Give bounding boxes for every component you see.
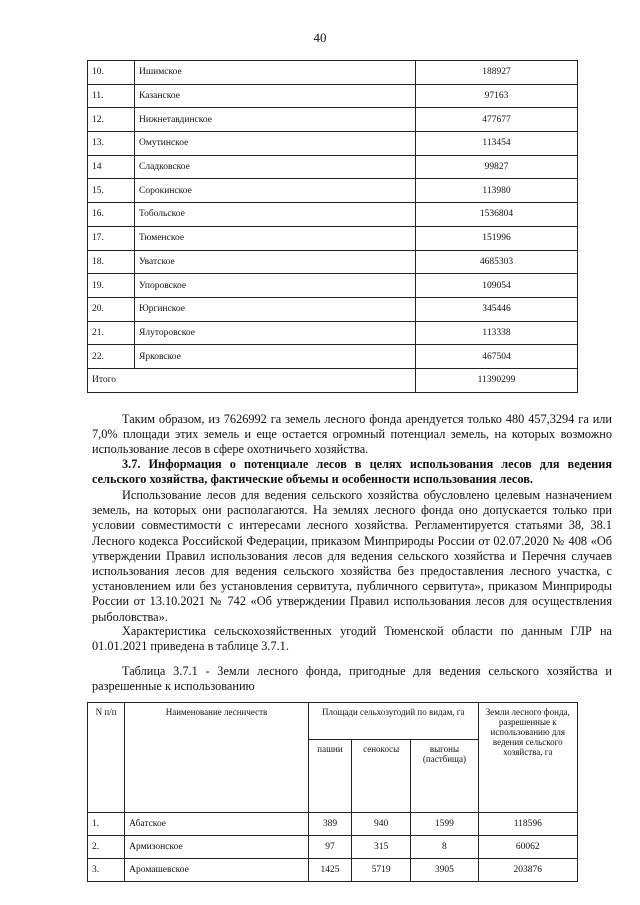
forestry-area: 109054: [416, 274, 578, 298]
table-row: [88, 859, 578, 882]
row-number: 20.: [88, 297, 135, 321]
forestry-area: 113338: [416, 321, 578, 345]
forestry-name: Казанское: [135, 84, 416, 108]
forestry-name: Ярковское: [135, 345, 416, 369]
header-name: Наименование лесничеств: [125, 703, 309, 813]
header-arable: пашни: [308, 740, 351, 813]
forestry-area: 188927: [416, 61, 578, 85]
page-number: 40: [313, 30, 327, 45]
arable-value: 97: [308, 836, 351, 859]
row-number: 10.: [88, 61, 135, 85]
header-forest-land: Земли лесного фонда, разрешенные к использованию для ведения сельского хозяйства, га: [478, 703, 577, 813]
total-label: Итого: [88, 368, 416, 392]
hay-value: 315: [352, 836, 411, 859]
pasture-value: 8: [411, 836, 478, 859]
row-number: 3.: [88, 859, 125, 882]
table-row: [88, 813, 578, 836]
characteristics-paragraph: Характеристика сельскохозяйственных угодий Тюменской области по данным ГЛР на 01.01.2021 приведена в таблице 3.7.1.: [92, 624, 612, 654]
row-number: 17.: [88, 226, 135, 250]
row-number: 21.: [88, 321, 135, 345]
row-number: 2.: [88, 836, 125, 859]
forest-land-value: 118596: [478, 813, 577, 836]
forestry-name: Тобольское: [135, 203, 416, 227]
table-row: [88, 132, 578, 156]
agriculture-paragraph: Использование лесов для ведения сельского хозяйства обусловлено целевым назначением земель, на которых они располагаются. На землях лесного фонда оно допускается только при условии совместимости с интересами лесного хозяйства. Регламентируется статьями 38, 38.1 Лесного кодекса Российской Федерации, приказом Минприроды России от 02.07.2020 № 408 «Об утверждении Правил использования лесов для ведения сельского хозяйства и Перечня случаев использования лесов для ведения сельского хозяйства без предоставления лесного участка, с установлением или без установления сервитута, публичного сервитута», приказом Минприроды России от 13.10.2021 № 742 «Об утверждении Правил использования лесов для осуществления рыболовства».: [92, 488, 612, 624]
header-area: Площади сельхозугодий по видам, га: [308, 703, 478, 740]
row-number: 19.: [88, 274, 135, 298]
forestry-area: 345446: [416, 297, 578, 321]
forestry-name: Ишимское: [135, 61, 416, 85]
row-number: 13.: [88, 132, 135, 156]
row-number: 18.: [88, 250, 135, 274]
forestry-name: Тюменское: [135, 226, 416, 250]
forestry-name: Сладковское: [135, 155, 416, 179]
table-row: [88, 179, 578, 203]
forestry-name: Абатское: [125, 813, 309, 836]
forestry-name: Упоровское: [135, 274, 416, 298]
forest-land-value: 60062: [478, 836, 577, 859]
header-hay: сенокосы: [352, 740, 411, 813]
table-row: [88, 61, 578, 85]
forestry-area-table: [87, 60, 578, 393]
agricultural-land-table: [87, 702, 578, 882]
table-row: [88, 226, 578, 250]
header-pasture: выгоны (пастбища): [411, 740, 478, 813]
forestry-name: Аромашевское: [125, 859, 309, 882]
row-number: 1.: [88, 813, 125, 836]
hay-value: 940: [352, 813, 411, 836]
table-caption: Таблица 3.7.1 - Земли лесного фонда, пригодные для ведения сельского хозяйства и разрешенные к использованию: [92, 664, 612, 694]
forest-land-value: 203876: [478, 859, 577, 882]
row-number: 14: [88, 155, 135, 179]
table-row: [88, 155, 578, 179]
table-row: [88, 84, 578, 108]
forestry-area: 99827: [416, 155, 578, 179]
forestry-name: Ялуторовское: [135, 321, 416, 345]
forestry-name: Сорокинское: [135, 179, 416, 203]
forestry-area: 1536804: [416, 203, 578, 227]
row-number: 15.: [88, 179, 135, 203]
table-row: [88, 203, 578, 227]
row-number: 16.: [88, 203, 135, 227]
forestry-area: 4685303: [416, 250, 578, 274]
forestry-area: 97163: [416, 84, 578, 108]
pasture-value: 1599: [411, 813, 478, 836]
forestry-area: 113454: [416, 132, 578, 156]
pasture-value: 3905: [411, 859, 478, 882]
table-row: [88, 274, 578, 298]
total-value: 11390299: [416, 368, 578, 392]
section-heading: 3.7. Информация о потенциале лесов в целях использования лесов для ведения сельского хозяйства, фактические объемы и особенности использования лесов.: [92, 457, 612, 487]
forestry-name: Нижнетавдинское: [135, 108, 416, 132]
table-row: [88, 108, 578, 132]
total-row: [88, 368, 578, 392]
header-num: N п/п: [88, 703, 125, 813]
forestry-area: 151996: [416, 226, 578, 250]
arable-value: 1425: [308, 859, 351, 882]
forestry-area: 113980: [416, 179, 578, 203]
forestry-area: 477677: [416, 108, 578, 132]
row-number: 22.: [88, 345, 135, 369]
forestry-name: Уватское: [135, 250, 416, 274]
table-row: [88, 250, 578, 274]
summary-paragraph: Таким образом, из 7626992 га земель лесного фонда арендуется только 480 457,3294 га или 7,0% площади этих земель и еще остается огромный потенциал земель, на которых возможно использование лесов в сфере охотничьего хозяйства.: [92, 412, 612, 457]
forestry-area: 467504: [416, 345, 578, 369]
row-number: 12.: [88, 108, 135, 132]
forestry-name: Юргинское: [135, 297, 416, 321]
forestry-name: Омутинское: [135, 132, 416, 156]
forestry-name: Армизонское: [125, 836, 309, 859]
hay-value: 5719: [352, 859, 411, 882]
row-number: 11.: [88, 84, 135, 108]
table-row: [88, 321, 578, 345]
arable-value: 389: [308, 813, 351, 836]
table-row: [88, 297, 578, 321]
table-row: [88, 836, 578, 859]
table-row: [88, 345, 578, 369]
